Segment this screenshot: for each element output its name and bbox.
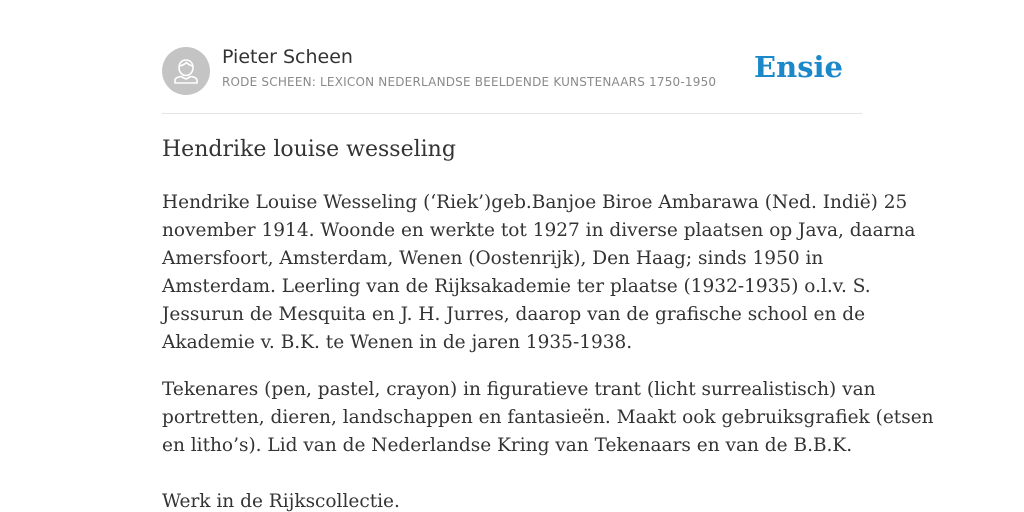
- user-silhouette-icon: [162, 47, 210, 95]
- text-line: Werk in de Rijkscollectie.: [162, 491, 400, 512]
- header: [162, 46, 862, 96]
- article-title: Hendrike louise wesseling: [162, 137, 456, 162]
- source-name[interactable]: RODE SCHEEN: LEXICON NEDERLANDSE BEELDENDE KUNSTENAARS 1750-1950: [222, 75, 717, 89]
- article-body: [162, 189, 934, 512]
- text-line: Amersfoort, Amsterdam, Wenen (Oostenrijk), Den Haag; sinds 1950 in: [162, 248, 824, 269]
- paragraph-biography: [162, 189, 916, 357]
- text-line: november 1914. Woonde en werkte tot 1927 in diverse plaatsen op Java, daarna: [162, 220, 916, 241]
- text-line: Tekenares (pen, pastel, crayon) in figuratieve trant (licht surrealistisch) van: [162, 379, 876, 400]
- text-line: Akademie v. B.K. te Wenen in de jaren 1935-1938.: [162, 332, 633, 353]
- author-name[interactable]: Pieter Scheen: [222, 46, 353, 68]
- text-line: portretten, dieren, landschappen en fantasieën. Maakt ook gebruiksgrafiek (etsen: [162, 407, 934, 428]
- text-line: Amsterdam. Leerling van de Rijksakademie ter plaatse (1932-1935) o.l.v. S.: [162, 276, 871, 297]
- text-line: en litho’s). Lid van de Nederlandse Kring van Tekenaars en van de B.B.K.: [162, 435, 853, 456]
- paragraph-work: [162, 376, 934, 512]
- ensie-logo[interactable]: Ensie: [754, 50, 843, 84]
- header-divider: [162, 113, 862, 114]
- author-avatar[interactable]: [162, 47, 210, 95]
- text-line: Jessurun de Mesquita en J. H. Jurres, daarop van de grafische school en de: [162, 304, 866, 325]
- text-line: [162, 460, 868, 488]
- text-line: Hendrike Louise Wesseling (‘Riek’)geb.Banjoe Biroe Ambarawa (Ned. Indië) 25: [162, 192, 908, 213]
